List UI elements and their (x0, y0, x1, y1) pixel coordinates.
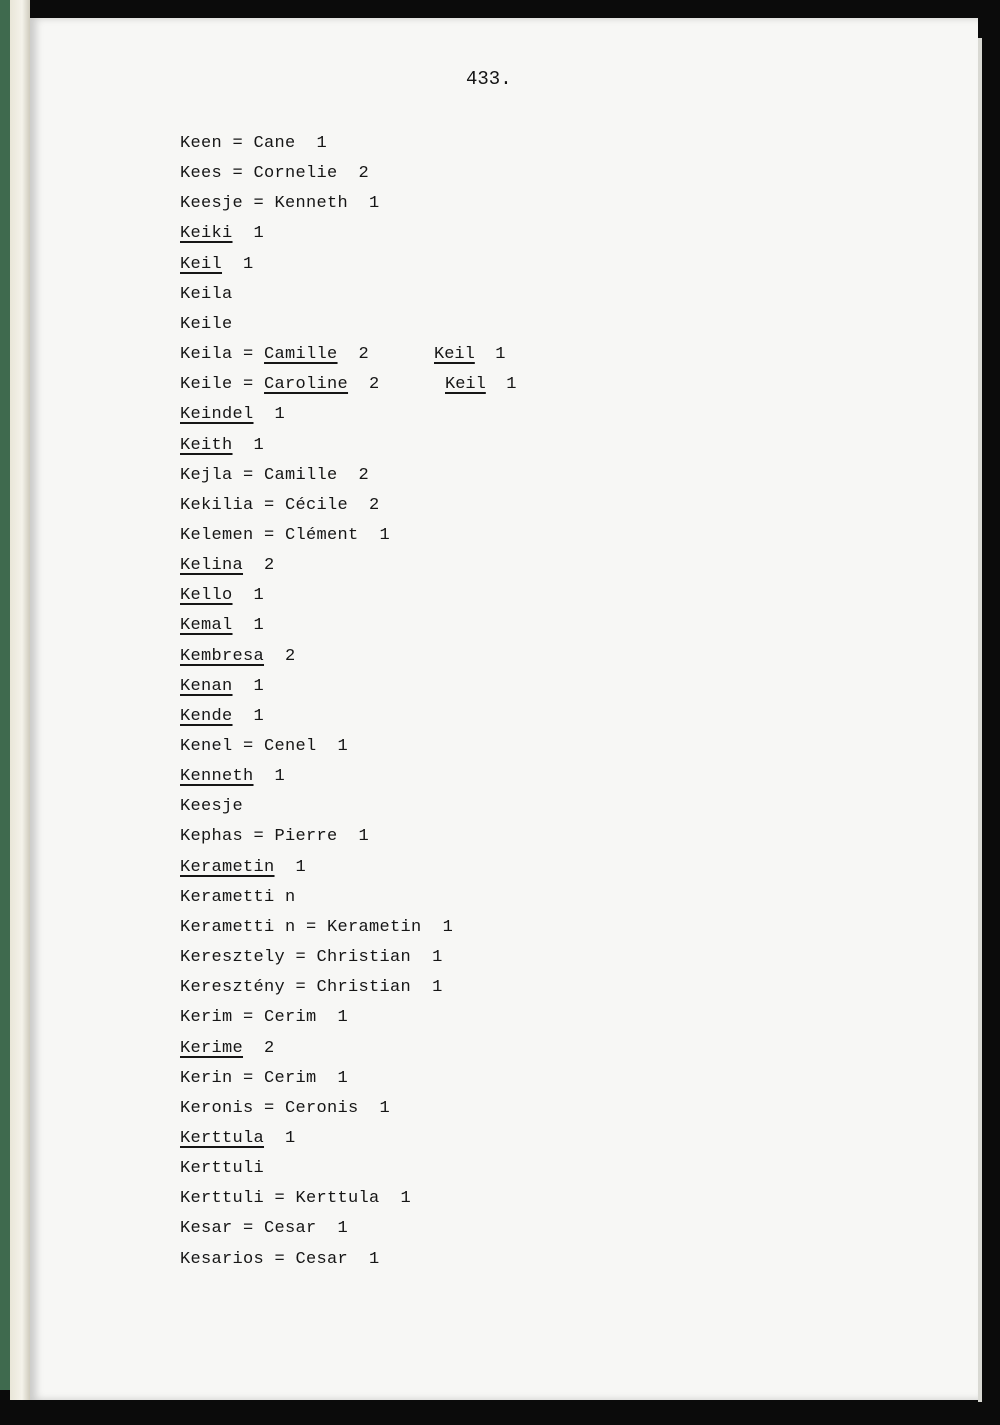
equals-sign: = (222, 134, 254, 153)
entry-name: Kenneth (180, 767, 254, 787)
entry-count: 1 (411, 948, 443, 968)
entry-count: 2 (243, 1038, 275, 1058)
equals-sign: = (232, 1219, 265, 1239)
entry-equivalent: Cenel (264, 737, 317, 756)
entry-name: Keresztely (180, 948, 286, 968)
equals-sign: = (232, 1068, 265, 1088)
index-entry (180, 1129, 296, 1149)
entry-name: Keila (180, 345, 233, 365)
entry-name: Kekilia (180, 495, 254, 515)
entry-equivalent: Camille (264, 465, 338, 485)
index-entry (180, 616, 264, 636)
entry-count: 1 (316, 1068, 349, 1088)
index-entry (180, 1219, 348, 1239)
index-entry (180, 496, 380, 516)
index-entry (180, 918, 453, 938)
side-reference (445, 375, 516, 395)
equals-sign: = (264, 1189, 296, 1209)
index-entry (180, 707, 264, 727)
equals-sign: = (232, 1008, 265, 1028)
side-reference-count: 1 (474, 345, 506, 365)
entry-name: Kerime (180, 1038, 244, 1058)
entry-name: Kende (180, 706, 233, 726)
index-entry (180, 1069, 348, 1089)
index-entry (180, 647, 296, 667)
entry-name: Kees (180, 164, 223, 184)
entry-count: 1 (222, 254, 254, 274)
entry-name: Kelemen (180, 525, 254, 545)
entry-name: Kesar (180, 1219, 233, 1239)
side-reference-name: Keil (434, 345, 475, 365)
index-entry (180, 888, 296, 908)
entry-count: 1 (337, 827, 370, 847)
entry-name: Kenan (180, 676, 233, 696)
entry-equivalent: Kenneth (274, 194, 349, 214)
entry-name: Keile (180, 375, 233, 395)
entry-count: 1 (232, 616, 265, 636)
entry-name: Kejla (180, 465, 233, 485)
index-entry (180, 948, 443, 968)
equals-sign: = (285, 948, 317, 968)
document-page (30, 18, 978, 1400)
entry-count: 2 (264, 646, 296, 666)
index-entry (180, 797, 243, 817)
index-entry (180, 1189, 411, 1209)
index-entry (180, 827, 369, 847)
entry-equivalent: Pierre (274, 827, 338, 847)
entry-name: Keile (180, 314, 233, 334)
index-entry (180, 526, 390, 546)
index-entry (180, 375, 380, 395)
entry-equivalent: Camille (264, 345, 338, 365)
entry-count: 2 (348, 495, 380, 515)
entry-name: Keen (180, 134, 223, 153)
entry-name: Kerttuli (180, 1189, 265, 1209)
entry-count: 1 (232, 224, 265, 244)
binding-strip (0, 0, 10, 1390)
equals-sign: = (232, 345, 265, 365)
entry-equivalent: Cesar (295, 1249, 349, 1269)
index-entry (180, 134, 327, 154)
side-reference (434, 345, 505, 365)
equals-sign: = (232, 375, 265, 395)
entry-name: Keindel (180, 405, 254, 425)
index-entry (180, 405, 285, 425)
equals-sign: = (243, 827, 275, 847)
equals-sign: = (295, 917, 328, 937)
index-entry (180, 345, 369, 365)
entry-name: Kerametin (180, 857, 275, 877)
entry-name: Kello (180, 586, 233, 606)
entry-count: 2 (348, 375, 380, 395)
entry-name: Kerametti n (180, 887, 296, 907)
equals-sign: = (264, 1249, 296, 1269)
index-entry (180, 556, 275, 576)
index-entry (180, 1250, 380, 1270)
facing-page-edge (10, 0, 30, 1400)
entry-count: 1 (316, 737, 349, 756)
entry-equivalent: Cesar (264, 1219, 317, 1239)
index-entry (180, 737, 348, 757)
entry-count: 2 (337, 465, 370, 485)
entry-equivalent: Ceronis (285, 1098, 359, 1118)
index-entry (180, 315, 233, 335)
entry-equivalent: Cerim (264, 1008, 317, 1028)
entry-equivalent: Caroline (264, 375, 349, 395)
index-entry (180, 466, 369, 486)
entry-name: Kerametti n (180, 917, 296, 937)
side-reference-count: 1 (485, 375, 517, 395)
entry-count: 2 (337, 345, 370, 365)
equals-sign: = (232, 737, 265, 756)
index-entry (180, 1099, 390, 1119)
entry-name: Keiki (180, 224, 233, 244)
entry-equivalent: Cane (253, 134, 296, 153)
entry-equivalent: Clément (285, 525, 359, 545)
equals-sign: = (232, 465, 265, 485)
entry-count: 2 (337, 164, 370, 184)
entry-name: Kenel (180, 737, 233, 756)
entry-count: 1 (379, 1189, 412, 1209)
equals-sign: = (243, 194, 275, 214)
entry-name: Kerim (180, 1008, 233, 1028)
entry-name: Keil (180, 254, 223, 274)
entry-count: 1 (232, 706, 265, 726)
entry-count: 1 (348, 1249, 380, 1269)
index-entry (180, 194, 380, 214)
index-entry (180, 978, 443, 998)
index-entry (180, 164, 369, 184)
entry-count: 1 (232, 435, 265, 455)
equals-sign: = (285, 978, 317, 998)
entry-count: 1 (411, 978, 443, 998)
equals-sign: = (222, 164, 254, 184)
entry-name: Keith (180, 435, 233, 455)
entry-equivalent: Christian (316, 978, 412, 998)
index-entry (180, 1008, 348, 1028)
entry-name: Kemal (180, 616, 233, 636)
entry-name: Keesje (180, 797, 244, 817)
entry-name: Keresztény (180, 978, 286, 998)
entry-equivalent: Cécile (285, 495, 349, 515)
entry-count: 2 (243, 556, 275, 576)
entry-count: 1 (295, 134, 328, 153)
equals-sign: = (253, 1098, 286, 1118)
entry-equivalent: Kerametin (327, 917, 422, 937)
entry-count: 1 (316, 1008, 349, 1028)
side-reference-name: Keil (445, 375, 486, 395)
entry-name: Kerin (180, 1068, 233, 1088)
entry-name: Kembresa (180, 646, 265, 666)
entry-name: Kesarios (180, 1249, 265, 1269)
index-entry (180, 586, 264, 606)
entry-equivalent: Christian (316, 948, 412, 968)
entry-name: Kerttuli (180, 1159, 265, 1179)
equals-sign: = (253, 525, 286, 545)
entry-equivalent: Cornelie (253, 164, 338, 184)
index-entry (180, 1159, 264, 1179)
page-edge (978, 38, 982, 1402)
index-entry (180, 767, 285, 787)
entry-name: Keila (180, 284, 233, 304)
entry-name: Kelina (180, 556, 244, 576)
index-entry (180, 255, 254, 275)
entry-count: 1 (232, 676, 265, 696)
entry-count: 1 (253, 405, 286, 425)
entry-count: 1 (232, 586, 265, 606)
entry-count: 1 (358, 525, 391, 545)
index-entry (180, 1039, 275, 1059)
index-entry (180, 285, 233, 305)
entry-name: Keronis (180, 1098, 254, 1118)
entry-equivalent: Kerttula (295, 1189, 380, 1209)
entry-count: 1 (316, 1219, 349, 1239)
index-entry (180, 858, 306, 878)
entry-count: 1 (421, 917, 454, 937)
entry-count: 1 (358, 1098, 391, 1118)
index-entry (180, 436, 264, 456)
entry-name: Kephas (180, 827, 244, 847)
entry-equivalent: Cerim (264, 1068, 317, 1088)
equals-sign: = (253, 495, 286, 515)
index-entry (180, 677, 264, 697)
index-entry (180, 224, 264, 244)
entry-name: Keesje (180, 194, 244, 214)
entry-count: 1 (348, 194, 380, 214)
entry-count: 1 (274, 857, 307, 877)
entry-name: Kerttula (180, 1128, 265, 1148)
entry-count: 1 (253, 767, 286, 787)
page-number: 433. (466, 68, 512, 90)
entry-count: 1 (264, 1128, 296, 1148)
